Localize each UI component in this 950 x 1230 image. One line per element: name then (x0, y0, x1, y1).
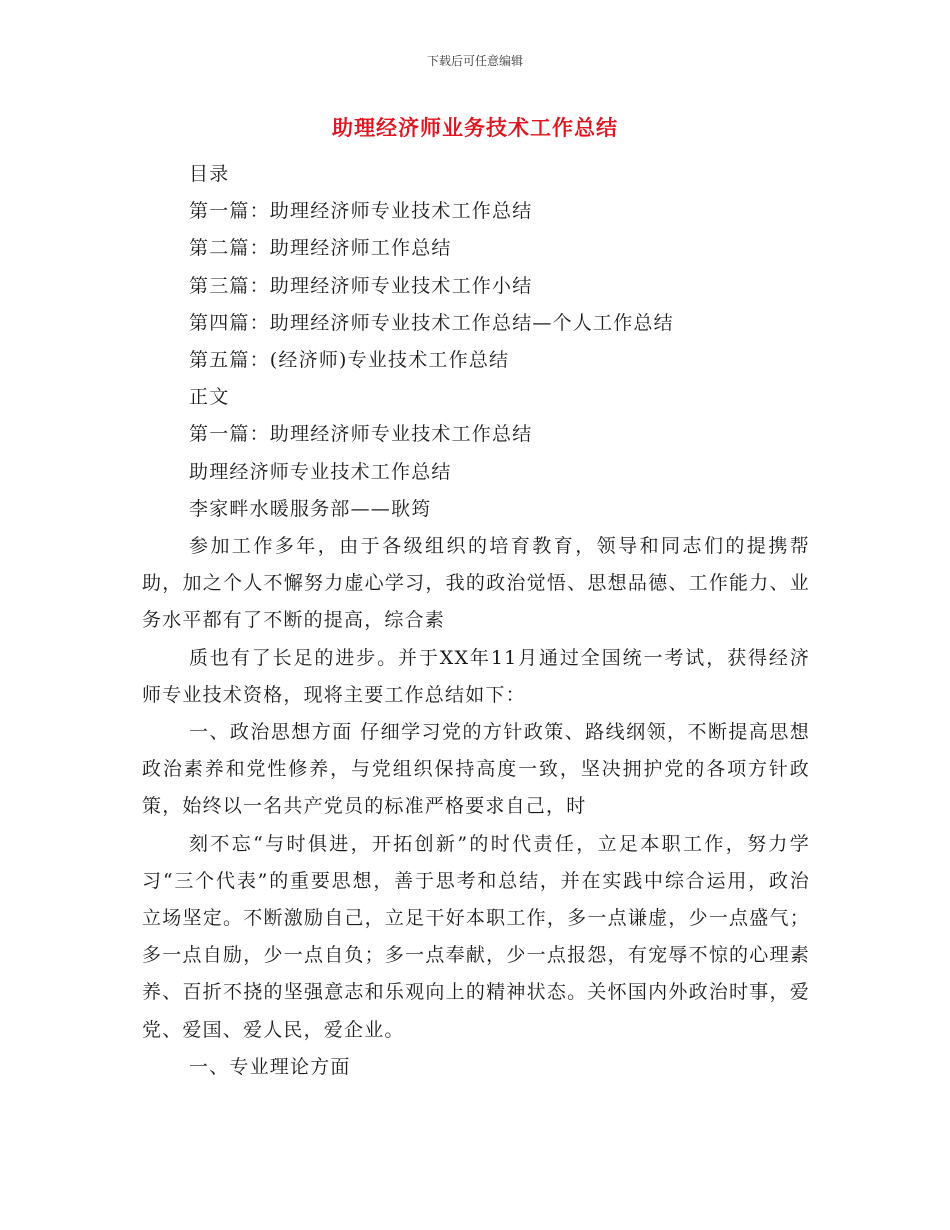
chapter-heading: 第一篇：助理经济师专业技术工作总结 (189, 423, 533, 446)
author-line: 李家畔水暖服务部——耿筠 (189, 497, 432, 520)
body-paragraph: 参加工作多年，由于各级组织的培育教育，领导和同志们的提携帮助，加之个人不懈努力虚心学习，我的政治觉悟、思想品德、工作能力、业务水平都有了不断的提高，综合素 (142, 535, 810, 632)
toc-item: 第一篇：助理经济师专业技术工作总结 (189, 200, 533, 223)
toc-item: 第四篇：助理经济师专业技术工作总结—个人工作总结 (189, 311, 674, 334)
toc-item: 第二篇：助理经济师工作总结 (189, 237, 452, 260)
toc-item: 第五篇：(经济师)专业技术工作总结 (189, 349, 510, 372)
body-heading: 正文 (189, 386, 230, 409)
toc-item: 第三篇：助理经济师专业技术工作小结 (189, 274, 533, 297)
document-body (142, 156, 810, 1086)
chapter-title: 助理经济师专业技术工作总结 (189, 460, 452, 483)
body-paragraph: 一、政治思想方面 仔细学习党的方针政策、路线纲领，不断提高思想政治素养和党性修养，与党组织保持高度一致，坚决拥护党的各项方针政策，始终以一名共产党员的标准严格要求自己，时 (142, 721, 810, 818)
section-heading: 一、专业理论方面 (189, 1055, 351, 1078)
body-paragraph: 刻不忘“与时俱进，开拓创新”的时代责任，立足本职工作，努力学习“三个代表”的重要思想，善于思考和总结，并在实践中综合运用，政治立场坚定。不断激励自己，立足干好本职工作，多一点谦虚，少一点盛气；多一点自励，少一点自负；多一点奉献，少一点报怨，有宠辱不惊的心理素养、百折不挠的坚强意志和乐观向上的精神状态。关怀国内外政治时事，爱党、爱国、爱人民，爱企业。 (142, 832, 810, 1041)
document-title: 助理经济师业务技术工作总结 (332, 115, 618, 140)
page-header-note: 下载后可任意编辑 (426, 54, 523, 68)
toc-heading: 目录 (189, 163, 230, 185)
body-paragraph: 质也有了长足的进步。并于XX年11月通过全国统一考试，获得经济师专业技术资格，现将主要工作总结如下： (142, 646, 810, 706)
